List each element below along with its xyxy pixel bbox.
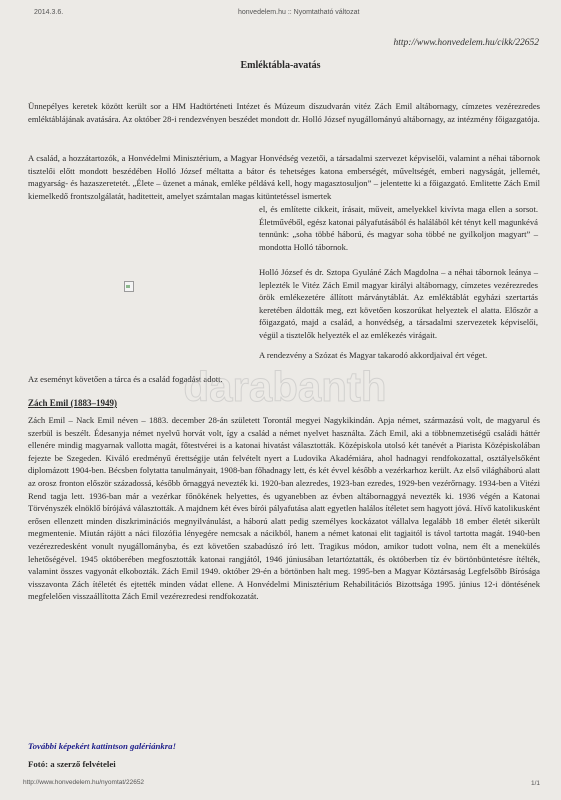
speech-paragraph: A család, a hozzátartozók, a Honvédelmi Minisztérium, a Magyar Honvédség vezetői, a társadalmi szervezet képviselői, valamint a néhai tábornok tisztelői előtt mondott beszédében Holló József méltatta a bátor és tehetséges katona emberségét, műveltségét, emberi nagyságát, jellemét, magyarság- és hazaszeretetét. „Élete – üzenet a mának, emléke példává kell, hogy magasztosuljon” – jelentette ki a főigazgató. Emlitette Zách Emil kiemelkedő frontszolgálatát, haditetteit, amelyet számtalan magas kitüntetéssel ismertek [28,153,540,201]
footer-print-url[interactable]: http://www.honvedelem.hu/nyomtat/22652 [23,779,145,786]
print-date: 2014.3.6. [34,9,64,16]
bio-heading: Zách Emil (1883–1949) [28,398,117,408]
speech-paragraph-continued: el, és említette cikkeit, írásait, műveit, amelyekkel kivívta maga ellen a sorsot. Életművéből, egész katonai pályafutásából és halálából két tényt kell magunkévá tennünk: „soha többé háború, és magyar soha többé ne gyilkoljon magyart” – mondotta Holló tábornok. [259,204,538,252]
plaque-paragraph: Holló József és dr. Sztopa Gyuláné Zách Magdolna – a néhai tábornok leánya – leplezték le Vitéz Zách Emil magyar királyi altábornagy, címzetes vezérezredes örök emlékezetére állított márványtáblát. Az emléktáblát egyházi szertartás keretében áldották meg, ezt követően koszorúkat helyeztek el alatta. Először a főigazgató, majd a család, a honvédség, a társadalmi szervezetek képviselői, végül a tisztelők helyezték el az emlékezés virágait. [259,267,538,340]
reception-paragraph: Az eseményt követően a tárca és a család fogadást adott. [28,374,223,384]
article-image-placeholder [28,203,252,368]
article-title: Emléktábla-avatás [240,60,321,71]
photo-credit: Fotó: a szerző felvételei [28,759,116,769]
print-header-site: honvedelem.hu :: Nyomtatható változat [238,9,360,16]
svg-text:darabanth: darabanth [183,363,387,410]
closing-paragraph: A rendezvény a Szózat és Magyar takarodó akkordjaival ért véget. [259,350,488,360]
gallery-link[interactable]: További képekért kattintson galériánkra! [28,741,177,751]
source-url[interactable]: http://www.honvedelem.hu/cikk/22652 [393,38,539,48]
watermark-logo [170,353,400,423]
broken-image-icon [124,281,134,292]
bio-text: Zách Emil – Nack Emil néven – 1883. december 28-án született Torontál megyei Nagykikindán. Apja német, származású volt, de magyarul és szerbül is beszélt. Édesanyja német nyelvű horvát volt, így a család a német nyelvet használta. Zách Emil, aki a többnemzetiségű családi háttér ellenére mindig magyarnak vallotta magát, főtestvérei is a katonai hivatást választották. Középiskola utolsó két tanévét a Piarista Középiskolában fejezte be Szegeden. Kiváló eredményű érettségije után felvételt nyert a Ludovika Akadémiára, ahol hadnagyi rendfokozattal, osztályelsőként diplomázott 1904-ben. Bécsben folytatta tanulmányait, 1908-ban főhadnagy lett, és két évvel később a vezérkarhoz került. Az első világháború alatt az orosz fronton először századossá, később őrnaggyá nevezték ki. 1920-ban alezredes, 1923-ban ezredes, 1929-ben vezérőrnagy. 1934-ben a Vitézi Rend tagja lett. 1936-ban már a vezérkar főnökének helyettes, és ugyanebben az évben altábornaggyá nevezték ki. 1936 végén a Katonai Törvényszék elnöklő bírójává választották. A majdnem két éves bírói pályafutása alatt egyetlen halálos ítéletet sem hagyott jóvá. Hívő katolikusként erősen ellenzett minden diszkriminációs megnyilvánulást, a háború alatt pedig személyes kockázatot vállalva legalább 18 ember életét sikerült megmentenie. Miután rájött a náci filozófia lényegére nemcsak a nácikból, hanem a német katonai elit tagjaitól is távol tartotta magát. 1940-ben vezérezredesként vonult nyugállományba, és ezt követően szabadúszó író lett. Tragikus módon, amikor tudott volna, nem élt a menekülés lehetőségével. 1945 októberében megfosztották katonai rangjától, 1946 júniusában letartóztatták, és októberben tíz év börtönbüntetésre ítélték, valamint összes vagyonát elkobozták. Zách Emil 1949. október 29-én a börtönben halt meg. 1995-ben a Magyar Köztársaság Legfelsőbb Bírósága visszavonta Zách ítéletét és ejtették minden vádat ellene. A Honvédelmi Minisztérium Rehabilitációs Bizottsága 1995. június 12-i döntésének megfelelően visszaállította Zách Emil vezérezredesi rendfokozatát. [28,415,540,602]
intro-paragraph: Ünnepélyes keretek között került sor a HM Hadtörténeti Intézet és Múzeum díszudvarán vitéz Zách Emil altábornagy, címzetes vezérezredes emléktáblájának avatására. Az október 28-i rendezvényen beszédet mondott dr. Holló József nyugállományú altábornagy, az intézmény főigazgatója. [28,101,540,124]
page-number: 1/1 [530,780,540,787]
